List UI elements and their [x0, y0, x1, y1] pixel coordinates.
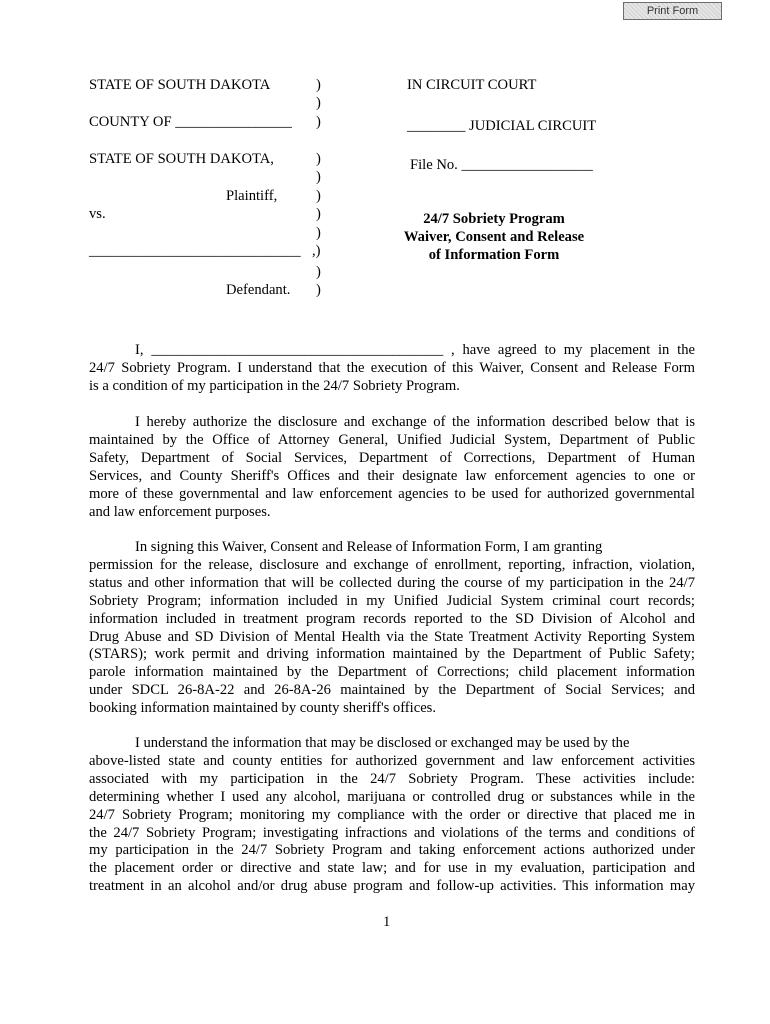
caption-paren: )	[316, 151, 321, 167]
caption-county: COUNTY OF ________________	[89, 114, 292, 130]
caption-state: STATE OF SOUTH DAKOTA	[89, 77, 271, 93]
caption-paren: )	[316, 169, 321, 185]
file-number: File No. __________________	[410, 157, 593, 173]
paragraph-agreement	[89, 342, 695, 396]
caption-defendant-label: Defendant.	[226, 282, 291, 298]
form-title-line-3: of Information Form	[428, 247, 560, 263]
text-line: (STARS); work permit and driving information maintained by the Department of Public Safety;	[89, 646, 695, 663]
text-line: I, ________________________________________ , have agreed to my placement in the	[135, 342, 695, 358]
form-title-line-2: Waiver, Consent and Release	[403, 229, 585, 245]
caption-paren: )	[316, 95, 321, 111]
text-line: In signing this Waiver, Consent and Release of Information Form, I am granting	[135, 539, 603, 555]
text-line: under SDCL 26-8A-22 and 26-8A-26 maintained by the Department of Social Services; and	[89, 682, 695, 699]
text-line: and law enforcement purposes.	[89, 503, 271, 520]
caption-paren: )	[316, 264, 321, 280]
text-line: status and other information that will be collected during the course of my participation in the 24/7	[89, 574, 695, 591]
caption-paren: )	[316, 77, 321, 93]
text-line: the placement order or directive and state law; and for use in my evaluation, participation and	[89, 860, 695, 877]
caption-paren: ,)	[312, 243, 321, 259]
text-line: my participation in the 24/7 Sobriety Program and taking enforcement actions authorized under	[89, 842, 695, 859]
caption-paren: )	[316, 206, 321, 222]
form-title-line-1: 24/7 Sobriety Program	[423, 211, 565, 227]
caption-paren: )	[316, 282, 321, 298]
text-line: 24/7 Sobriety Program; monitoring my compliance with the order or directive that placed me in	[89, 806, 695, 823]
text-line: parole information maintained by the Department of Corrections; child placement information	[89, 664, 695, 681]
caption-defendant-line: _____________________________	[89, 243, 301, 259]
text-line: determining whether I used any alcohol, marijuana or controlled drug or substances while in the	[89, 788, 695, 805]
text-line: I hereby authorize the disclosure and exchange of the information described below that is	[135, 414, 695, 430]
paragraph-permission	[89, 539, 695, 718]
caption-vs: vs.	[89, 206, 106, 222]
text-line: above-listed state and county entities for authorized government and law enforcement activities	[89, 752, 695, 769]
text-line: Safety, Department of Social Services, Department of Corrections, Department of Human	[89, 449, 695, 466]
print-form-button[interactable]: Print Form	[623, 2, 722, 20]
text-line: information included in treatment program records reported to the SD Division of Alcohol and	[89, 610, 695, 627]
text-line: associated with my participation in the 24/7 Sobriety Program. These activities include:	[89, 770, 695, 787]
page-number: 1	[383, 914, 391, 930]
text-line: the 24/7 Sobriety Program; investigating infractions and violations of the terms and conditions of	[89, 824, 695, 841]
text-line: is a condition of my participation in the 24/7 Sobriety Program.	[89, 377, 460, 394]
caption-paren: )	[316, 225, 321, 241]
caption-plaintiff-label: Plaintiff,	[226, 188, 278, 204]
caption-plaintiff-name: STATE OF SOUTH DAKOTA,	[89, 151, 274, 167]
text-line: Drug Abuse and SD Division of Mental Health via the State Treatment Activity Reporting System	[89, 628, 695, 645]
text-line: I understand the information that may be disclosed or exchanged may be used by the	[135, 735, 630, 751]
text-line: booking information maintained by county sheriff's offices.	[89, 700, 437, 717]
text-line: treatment in an alcohol and/or drug abuse program and follow-up activities. This information may	[89, 878, 695, 895]
text-line: more of these governmental and law enforcement agencies to be used for authorized governmental	[89, 485, 695, 502]
judicial-circuit: ________ JUDICIAL CIRCUIT	[407, 118, 597, 134]
caption-paren: )	[316, 188, 321, 204]
caption-paren: )	[316, 114, 321, 130]
text-line: Services, and County Sheriff's Offices and their designate law enforcement agencies to one or	[89, 467, 695, 484]
text-line: maintained by the Office of Attorney General, Unified Judicial System, Department of Public	[89, 431, 695, 448]
paragraph-use-of-information	[89, 735, 695, 896]
court-name: IN CIRCUIT COURT	[407, 77, 537, 93]
text-line: Sobriety Program; information included in my Unified Judicial System criminal court records;	[89, 592, 695, 609]
text-line: permission for the release, disclosure and exchange of enrollment, reporting, infraction, violation,	[89, 556, 695, 573]
paragraph-authorization	[89, 414, 695, 521]
text-line: 24/7 Sobriety Program. I understand that the execution of this Waiver, Consent and Release Form	[89, 359, 695, 376]
